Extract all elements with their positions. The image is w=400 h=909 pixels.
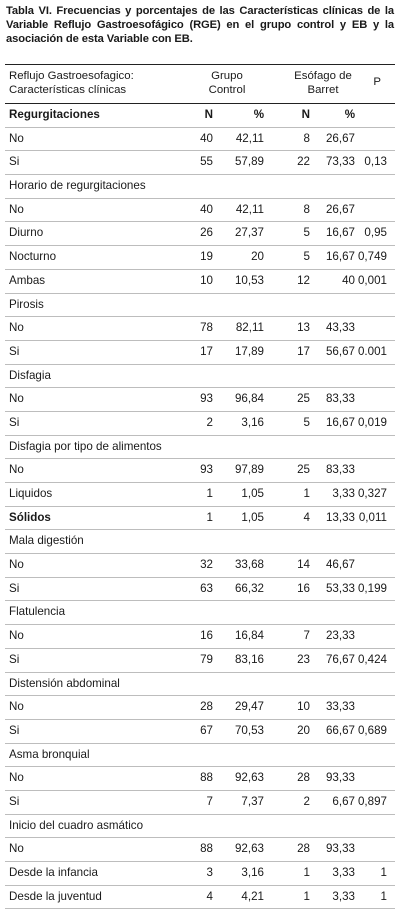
cell-n-control: 17 (200, 344, 213, 358)
table-row (5, 294, 395, 318)
cell-n-control: 19 (200, 250, 213, 264)
cell-pct-control: 70,53 (234, 723, 264, 737)
cell-pct-control: 7,37 (241, 794, 264, 808)
cell-pct-barret: 40 (342, 273, 355, 287)
cell-pct-control: 42,11 (235, 202, 264, 216)
cell-pct-control: 42,11 (235, 131, 264, 145)
cell-n-barret: 8 (303, 202, 310, 216)
row-label: Distensión abdominal (9, 676, 120, 690)
cell-n-control: 4 (206, 889, 213, 903)
row-label: Asma bronquial (9, 747, 90, 761)
cell-n-barret: 1 (303, 866, 310, 879)
table-row (5, 507, 395, 531)
cell-pct-control: 83,16 (234, 652, 264, 666)
cell-pct-control: 29,47 (234, 700, 264, 714)
cell-pct-barret: 26,67 (325, 202, 355, 216)
table-row (5, 436, 395, 460)
table-row (5, 720, 395, 744)
cell-n-control: 16 (200, 629, 213, 643)
header-line: Esófago de (294, 70, 352, 82)
cell-n-barret: 8 (303, 131, 310, 145)
cell-pct-control: 97,89 (234, 463, 264, 477)
cell-n-control: 32 (200, 558, 213, 572)
table-row (5, 838, 395, 862)
row-label: No (9, 463, 24, 477)
cell-pct-barret: 83,33 (325, 463, 355, 477)
cell-n-barret: 13 (297, 321, 310, 335)
cell-n-barret: 14 (297, 558, 310, 572)
table-row (5, 862, 395, 886)
cell-n-control: 88 (200, 771, 213, 785)
cell-n-barret: 25 (297, 392, 310, 406)
cell-n-control: 28 (200, 700, 213, 714)
cell-n-barret: 17 (297, 344, 310, 358)
cell-pct-barret: 53,33 (325, 581, 355, 595)
table-row (5, 151, 395, 175)
table-row (5, 696, 395, 720)
cell-pct-barret: % (344, 108, 355, 121)
cell-n-control: 1 (206, 487, 213, 500)
table-row (5, 554, 395, 578)
cell-pct-control: 10,53 (234, 273, 264, 287)
table-row (5, 649, 395, 673)
cell-pct-control: 20 (251, 250, 264, 264)
cell-n-control: 40 (200, 202, 213, 216)
row-label: Mala digestión (9, 534, 84, 548)
table-row (5, 767, 395, 791)
cell-p-value: 0,95 (364, 226, 387, 240)
cell-pct-control: 66,32 (234, 581, 264, 595)
cell-pct-control: 4,21 (241, 889, 264, 903)
cell-n-control: 1 (206, 510, 213, 524)
row-label: Regurgitaciones (9, 108, 100, 121)
cell-n-control: 26 (200, 226, 213, 240)
cell-n-barret: 5 (303, 226, 310, 240)
cell-pct-control: 1,05 (241, 510, 264, 524)
cell-n-barret: 5 (303, 250, 310, 264)
row-label: Si (9, 794, 20, 808)
cell-pct-barret: 56,67 (325, 344, 355, 358)
cell-p-value: 0,424 (357, 652, 387, 666)
cell-pct-barret: 76,67 (325, 652, 355, 666)
row-label: No (9, 131, 24, 145)
cell-pct-barret: 3,33 (332, 889, 355, 903)
cell-n-control: 2 (206, 415, 213, 429)
cell-pct-control: 96,84 (234, 392, 264, 406)
cell-n-control: 3 (206, 866, 213, 879)
cell-n-control: 7 (206, 794, 213, 808)
cell-pct-barret: 43,33 (325, 321, 355, 335)
table-header (5, 66, 395, 104)
row-label: Liquidos (9, 487, 53, 500)
row-label: Inicio del cuadro asmático (9, 818, 144, 832)
cell-pct-barret: 93,33 (325, 842, 355, 856)
row-label: Desde la juventud (9, 889, 102, 903)
cell-p-value: 1 (380, 889, 387, 903)
row-label: Pirosis (9, 297, 44, 311)
cell-p-value: 0,011 (358, 510, 387, 524)
cell-p-value: 0,689 (357, 723, 387, 737)
cell-pct-barret: 16,67 (325, 250, 355, 264)
cell-n-barret: 4 (303, 510, 310, 524)
header-line: Características clínicas (9, 84, 127, 96)
row-label: No (9, 321, 24, 335)
table-row (5, 412, 395, 436)
cell-n-control: N (204, 108, 213, 121)
row-label: Ambas (9, 273, 46, 287)
cell-n-barret: N (301, 108, 310, 121)
cell-p-value: 0,327 (357, 487, 387, 500)
table-row (5, 815, 395, 839)
cell-pct-control: 3,16 (241, 415, 264, 429)
cell-n-barret: 10 (297, 700, 310, 714)
row-label: Si (9, 723, 20, 737)
cell-pct-barret: 23,33 (325, 629, 355, 643)
cell-n-control: 55 (200, 155, 213, 169)
top-rule (5, 64, 395, 65)
header-p: P (373, 76, 381, 88)
table-row (5, 365, 395, 389)
cell-n-control: 78 (200, 321, 213, 335)
cell-p-value: 0,019 (357, 415, 387, 429)
cell-n-control: 63 (200, 581, 213, 595)
cell-n-control: 40 (200, 131, 213, 145)
cell-n-barret: 25 (297, 463, 310, 477)
cell-n-control: 93 (200, 392, 213, 406)
cell-n-barret: 16 (297, 581, 310, 595)
cell-pct-barret: 46,67 (325, 558, 355, 572)
cell-pct-barret: 26,67 (325, 131, 355, 145)
cell-n-barret: 23 (297, 652, 310, 666)
cell-pct-control: 92,63 (234, 842, 264, 856)
header-line: Grupo (211, 70, 243, 82)
header-line: Control (208, 84, 246, 96)
table-row (5, 246, 395, 270)
cell-p-value: 1 (380, 866, 387, 879)
cell-pct-barret: 73,33 (325, 155, 355, 169)
table-row (5, 601, 395, 625)
table-row (5, 388, 395, 412)
cell-n-control: 10 (200, 273, 213, 287)
row-label: No (9, 771, 24, 785)
cell-n-barret: 28 (297, 842, 310, 856)
row-label: Si (9, 581, 20, 595)
cell-pct-control: 1,05 (241, 487, 264, 500)
row-label: Si (9, 344, 20, 358)
table-row (5, 625, 395, 649)
cell-pct-barret: 93,33 (325, 771, 355, 785)
header-line: Barret (307, 84, 339, 96)
cell-p-value: 0,897 (357, 794, 387, 808)
row-label: Si (9, 415, 20, 429)
table-row (5, 673, 395, 697)
cell-pct-barret: 33,33 (325, 700, 355, 714)
table-row (5, 341, 395, 365)
row-label: Flatulencia (9, 605, 66, 619)
row-label: No (9, 842, 24, 856)
cell-n-control: 93 (200, 463, 213, 477)
cell-n-control: 79 (200, 652, 213, 666)
table-row (5, 199, 395, 223)
cell-p-value: 0,199 (357, 581, 387, 595)
row-label: Sólidos (9, 510, 51, 524)
cell-pct-barret: 3,33 (332, 487, 355, 500)
row-label: Si (9, 155, 20, 169)
cell-pct-barret: 13,33 (325, 510, 355, 524)
cell-n-barret: 12 (297, 273, 310, 287)
cell-pct-barret: 6,67 (332, 794, 355, 808)
cell-pct-control: 57,89 (234, 155, 264, 169)
table-caption: Tabla VI. Frecuencias y porcentajes de las Características clínicas de la Variable Reflujo Gastroesofágico (RGE) en el grupo control y EB y la asociación de esta Variable con EB. (6, 5, 394, 46)
table-row (5, 791, 395, 815)
cell-n-barret: 2 (303, 794, 310, 808)
row-label: Desde la infancia (9, 866, 98, 879)
table-row (5, 744, 395, 768)
cell-n-barret: 22 (297, 155, 310, 169)
table-row (5, 317, 395, 341)
cell-p-value: 0,001 (357, 273, 387, 287)
row-label: Disfagia por tipo de alimentos (9, 439, 162, 453)
table-row (5, 128, 395, 152)
cell-p-value: 0,13 (364, 155, 387, 169)
cell-p-value: 0,749 (357, 250, 387, 264)
header-grupo-control (191, 69, 263, 97)
cell-pct-control: 17,89 (234, 344, 264, 358)
table-row (5, 459, 395, 483)
row-label: Disfagia (9, 368, 51, 382)
table-row (5, 530, 395, 554)
row-label: No (9, 392, 24, 406)
table-body (5, 104, 395, 909)
cell-pct-control: 3,16 (241, 866, 264, 879)
cell-n-barret: 1 (303, 487, 310, 500)
cell-pct-barret: 16,67 (325, 415, 355, 429)
cell-pct-barret: 83,33 (325, 392, 355, 406)
cell-p-value: 0.001 (357, 344, 387, 358)
row-label: No (9, 629, 24, 643)
table-row (5, 270, 395, 294)
table-row (5, 578, 395, 602)
table-row (5, 222, 395, 246)
row-label: Nocturno (9, 250, 57, 264)
cell-n-barret: 1 (303, 889, 310, 903)
cell-n-control: 88 (200, 842, 213, 856)
cell-pct-control: 27,37 (234, 226, 264, 240)
header-line: Reflujo Gastroesofagico: (9, 70, 134, 82)
row-label: No (9, 558, 24, 572)
cell-pct-control: 16,84 (234, 629, 264, 643)
cell-pct-barret: 66,67 (325, 723, 355, 737)
cell-pct-control: 92,63 (234, 771, 264, 785)
cell-n-barret: 28 (297, 771, 310, 785)
header-esofago-barret (283, 69, 363, 97)
cell-pct-control: 33,68 (234, 558, 264, 572)
cell-n-barret: 20 (297, 723, 310, 737)
cell-pct-barret: 3,33 (332, 866, 355, 879)
table-row (5, 886, 395, 909)
row-label: No (9, 700, 24, 714)
table-row (5, 104, 395, 128)
cell-n-barret: 5 (303, 415, 310, 429)
row-label: Diurno (9, 226, 44, 240)
row-label: No (9, 202, 24, 216)
table-row (5, 175, 395, 199)
cell-pct-barret: 16,67 (325, 226, 355, 240)
cell-n-barret: 7 (303, 629, 310, 643)
table-row (5, 483, 395, 507)
cell-pct-control: 82,11 (235, 321, 264, 335)
row-label: Si (9, 652, 20, 666)
row-label: Horario de regurgitaciones (9, 179, 146, 193)
header-characteristics (9, 69, 134, 97)
cell-pct-control: % (253, 108, 264, 121)
cell-n-control: 67 (200, 723, 213, 737)
